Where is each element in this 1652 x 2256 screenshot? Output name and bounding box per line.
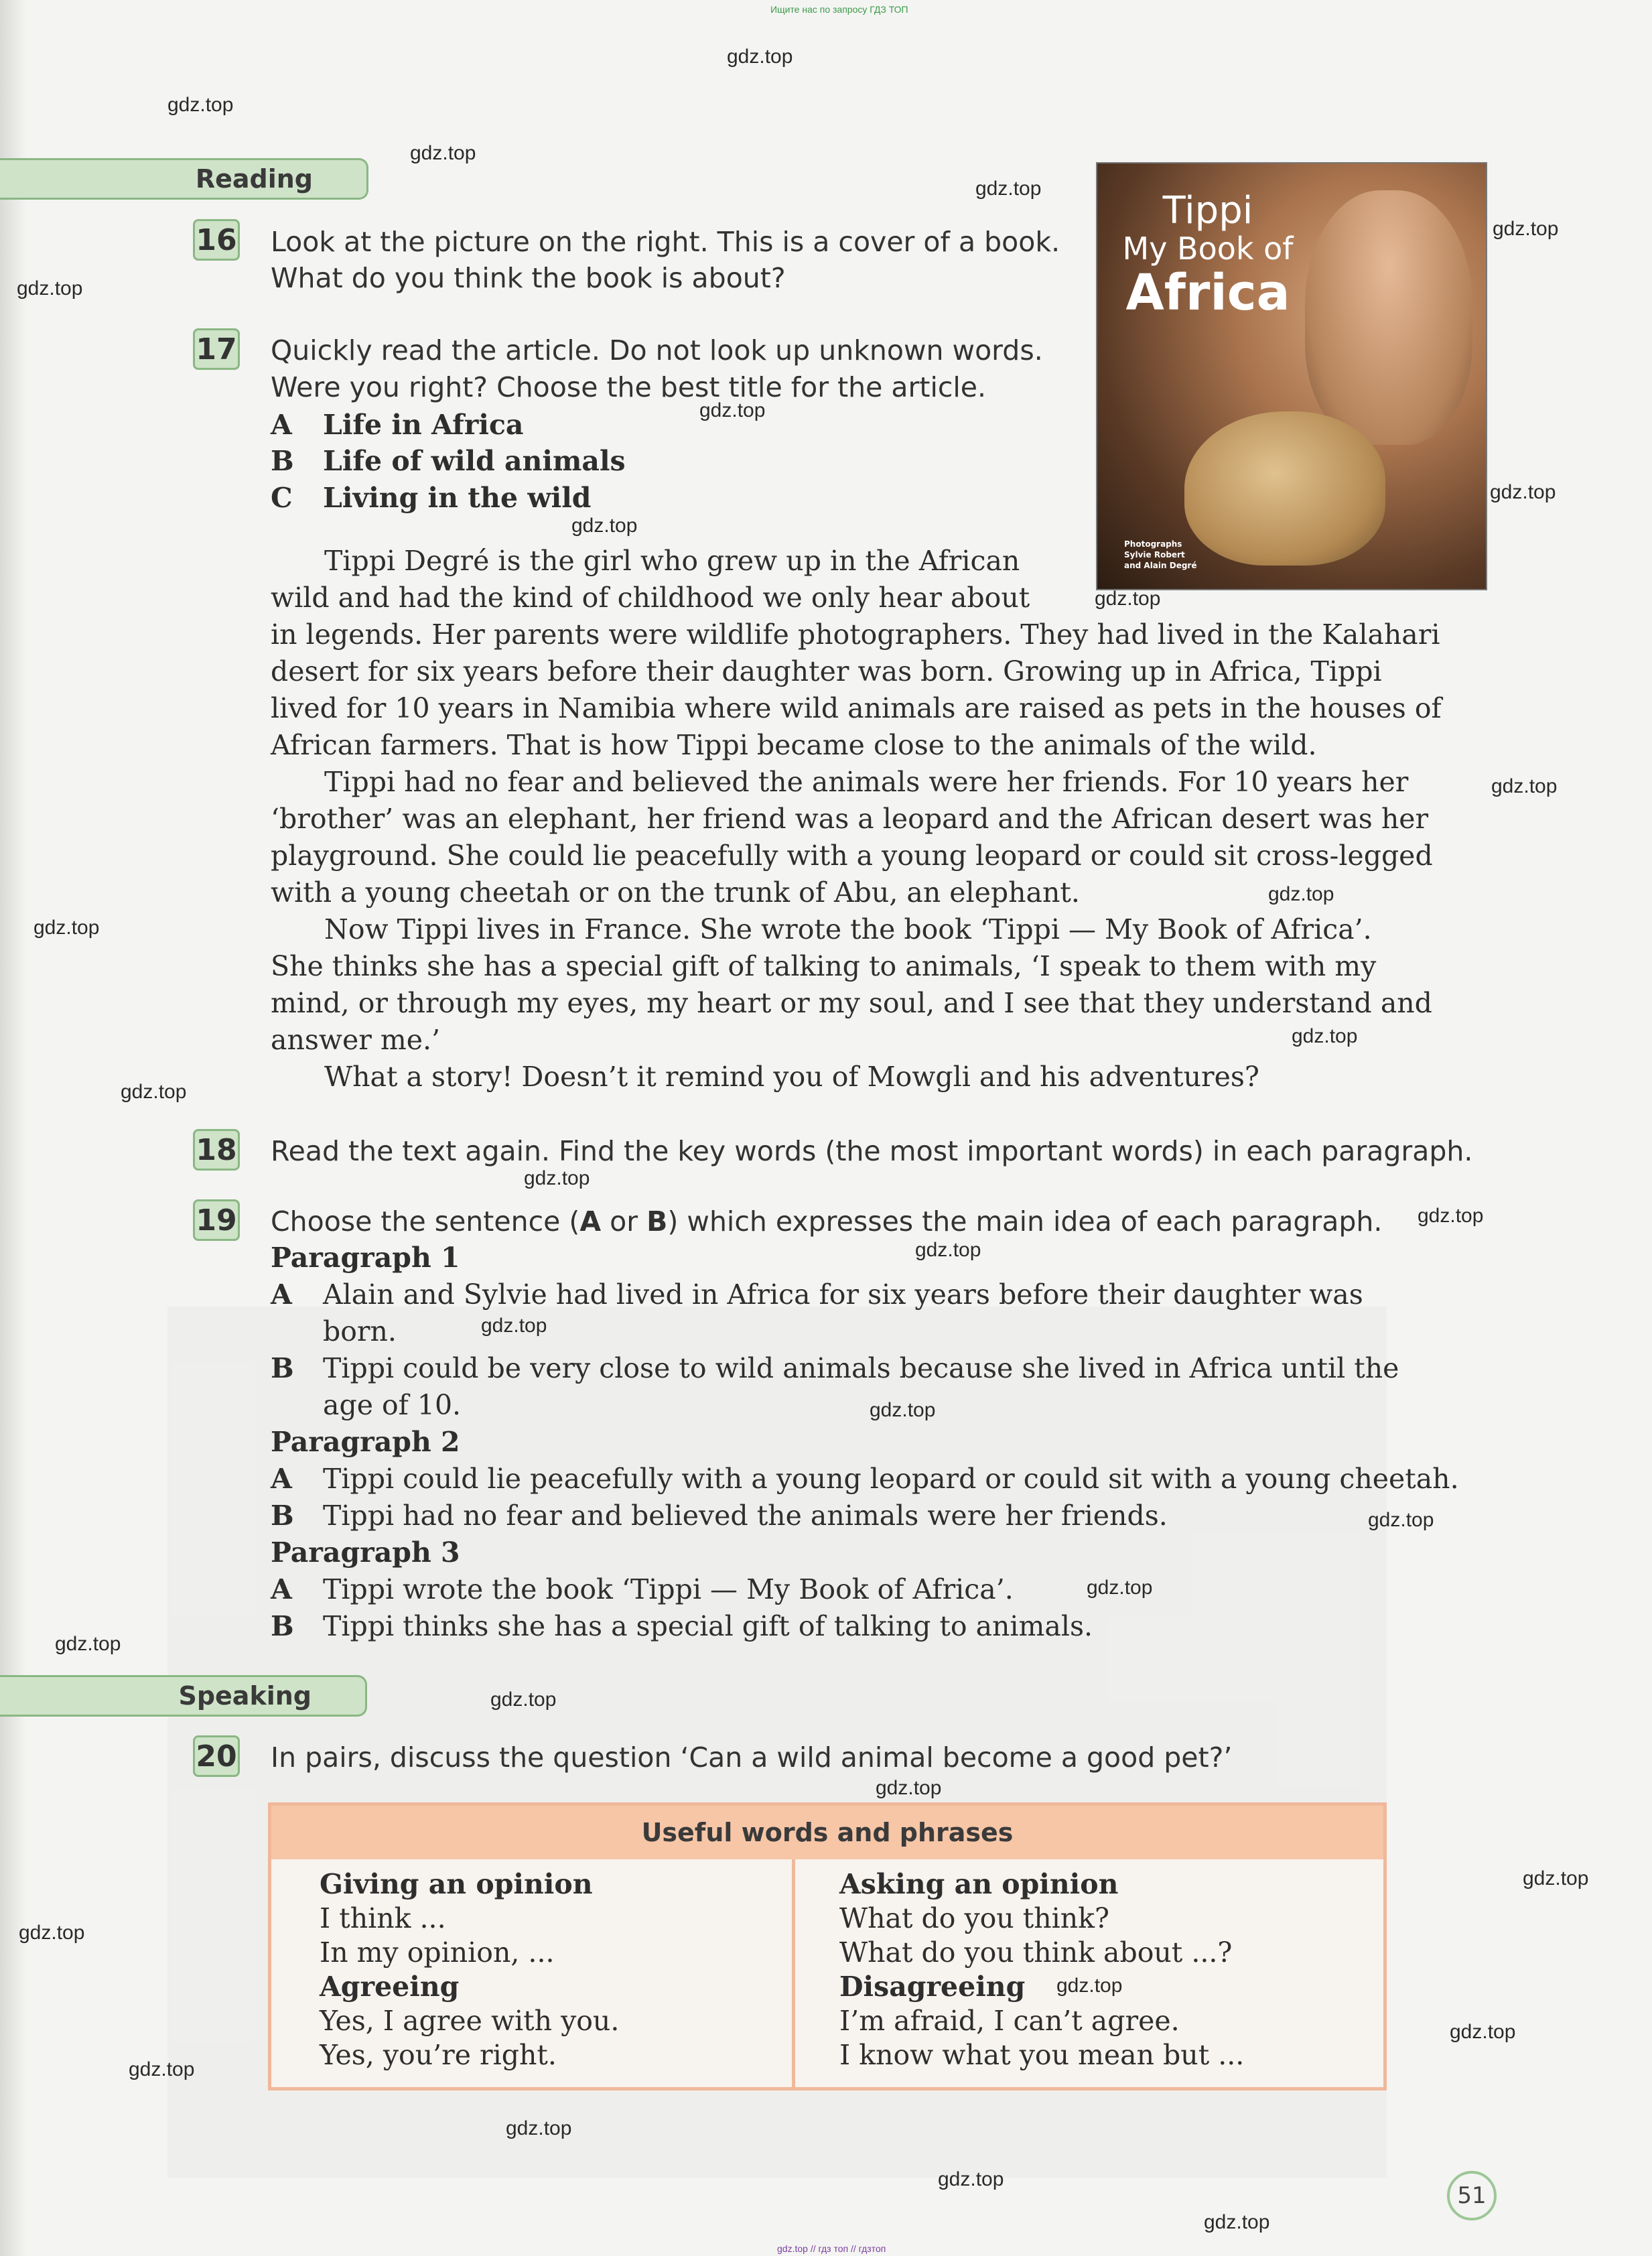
- phrases-right-column: [839, 1867, 1244, 2072]
- watermark: gdz.top: [481, 1315, 547, 1337]
- asking-opinion-heading: Asking an opinion: [839, 1868, 1119, 1900]
- ex17-option-b-text: Life of wild animals: [323, 445, 626, 477]
- article-p1-line-6: African farmers. That is how Tippi became close to the animals of the wild.: [271, 729, 1317, 761]
- cover-credit-line: Photographs: [1124, 539, 1182, 549]
- cover-title-line-3: Africa: [1125, 264, 1290, 322]
- watermark: gdz.top: [870, 1399, 936, 1421]
- exercise-19-number: 19: [193, 1199, 240, 1241]
- watermark: gdz.top: [55, 1633, 121, 1655]
- exercise-18-text: Read the text again. Find the key words (the most important words) in each paragraph.: [271, 1135, 1473, 1167]
- ex17-option-c-letter: C: [271, 482, 293, 514]
- article-p4: What a story! Doesn’t it remind you of Mowgli and his adventures?: [324, 1061, 1259, 1093]
- cover-girl-figure: [1305, 190, 1472, 445]
- article-p2-line-1: Tippi had no fear and believed the animals were her friends. For 10 years her: [324, 766, 1409, 798]
- exercise-16-number: 16: [193, 219, 240, 261]
- watermark: gdz.top: [1292, 1025, 1358, 1047]
- cover-title-line-2: My Book of: [1122, 230, 1294, 267]
- p1-option-b-line-1: Tippi could be very close to wild animals because she lived in Africa until the: [323, 1352, 1399, 1384]
- exercise-20-text: In pairs, discuss the question ‘Can a wild animal become a good pet?’: [271, 1741, 1233, 1774]
- article-p1-line-1: Tippi Degré is the girl who grew up in the African: [324, 545, 1020, 577]
- cover-credits: [1124, 539, 1197, 571]
- watermark: gdz.top: [727, 46, 793, 68]
- p3-option-a-letter: A: [271, 1573, 292, 1605]
- watermark: gdz.top: [33, 917, 100, 939]
- ex17-option-c-text: Living in the wild: [323, 482, 592, 514]
- watermark: gdz.top: [1056, 1975, 1123, 1997]
- paragraph-3-title: Paragraph 3: [271, 1536, 460, 1569]
- phrase-line: I think ...: [320, 1902, 446, 1934]
- watermark: gdz.top: [1523, 1867, 1589, 1889]
- exercise-19-text: [271, 1203, 1382, 1240]
- p1-option-a-line-1: Alain and Sylvie had lived in Africa for six years before their daughter was: [323, 1278, 1363, 1311]
- phrase-line: What do you think about ...?: [839, 1936, 1233, 1969]
- p3-option-a-line-1: Tippi wrote the book ‘Tippi — My Book of Africa’.: [323, 1573, 1014, 1605]
- watermark: gdz.top: [1450, 2021, 1516, 2043]
- phrase-line: I’m afraid, I can’t agree.: [839, 2005, 1180, 2037]
- phrase-line: In my opinion, ...: [320, 1936, 555, 1969]
- ex19-letter-b: B: [646, 1205, 668, 1238]
- watermark: gdz.top: [876, 1777, 942, 1799]
- exercise-17-number: 17: [193, 328, 240, 370]
- article-p3-line-1: Now Tippi lives in France. She wrote the book ‘Tippi — My Book of Africa’.: [324, 913, 1372, 945]
- watermark: gdz.top: [1087, 1577, 1153, 1599]
- ex17-option-a-letter: A: [271, 409, 292, 441]
- watermark: gdz.top: [1368, 1509, 1434, 1531]
- watermark: gdz.top: [1493, 218, 1559, 240]
- ex17-option-a-text: Life in Africa: [323, 409, 524, 441]
- ex19-text-part: Choose the sentence (: [271, 1205, 580, 1238]
- exercise-17-line-2: Were you right? Choose the best title for the article.: [271, 371, 987, 403]
- watermark: gdz.top: [699, 399, 766, 421]
- article-p3-line-2: She thinks she has a special gift of talking to animals, ‘I speak to them with my: [271, 950, 1377, 982]
- watermark: gdz.top: [1268, 883, 1334, 905]
- watermark: gdz.top: [19, 1922, 85, 1944]
- page-number: 51: [1447, 2171, 1497, 2220]
- phrase-line: Yes, you’re right.: [320, 2039, 557, 2071]
- ex19-text-part: or: [601, 1205, 647, 1238]
- article-p1-line-5: lived for 10 years in Namibia where wild animals are raised as pets in the houses of: [271, 692, 1442, 724]
- watermark: gdz.top: [571, 515, 638, 537]
- phrase-line: I know what you mean but ...: [839, 2039, 1245, 2071]
- ex17-option-b-letter: B: [271, 445, 294, 477]
- p1-option-a-letter: A: [271, 1278, 292, 1311]
- exercise-18-number: 18: [193, 1129, 240, 1171]
- exercise-17-line-1: Quickly read the article. Do not look up unknown words.: [271, 334, 1043, 367]
- watermark: gdz.top: [167, 94, 234, 116]
- ex19-letter-a: A: [579, 1205, 602, 1238]
- p2-option-b-letter: B: [271, 1500, 294, 1532]
- top-note: Ищите нас по запросу ГДЗ ТОП: [770, 4, 908, 15]
- article-p2-line-3: playground. She could lie peacefully with a young leopard or could sit cross-legged: [271, 840, 1433, 872]
- p3-option-b-letter: B: [271, 1610, 294, 1642]
- useful-phrases-box: [268, 1802, 1387, 2091]
- watermark: gdz.top: [129, 2058, 195, 2080]
- p1-option-b-line-2: age of 10.: [323, 1389, 462, 1421]
- p2-option-b-line-1: Tippi had no fear and believed the animals were her friends.: [323, 1500, 1168, 1532]
- article-p1-line-3: in legends. Her parents were wildlife photographers. They had lived in the Kalahari: [271, 618, 1440, 651]
- article-p3-line-4: answer me.’: [271, 1024, 441, 1056]
- reading-section-tab: Reading: [0, 158, 368, 200]
- page-edge-shadow: [0, 0, 27, 2256]
- watermark: gdz.top: [1204, 2211, 1270, 2233]
- paragraph-1-title: Paragraph 1: [271, 1242, 460, 1274]
- giving-opinion-heading: Giving an opinion: [320, 1868, 593, 1900]
- article-p1-line-4: desert for six years before their daughter was born. Growing up in Africa, Tippi: [271, 655, 1382, 687]
- cover-title-line-1: Tippi: [1162, 189, 1253, 233]
- watermark: gdz.top: [1491, 775, 1558, 797]
- cover-credit-line: and Alain Degré: [1124, 561, 1197, 570]
- article-p2-line-2: ‘brother’ was an elephant, her friend was a leopard and the African desert was her: [271, 803, 1429, 835]
- article-p1-line-2: wild and had the kind of childhood we only hear about: [271, 582, 1030, 614]
- watermark: gdz.top: [1418, 1205, 1484, 1227]
- exercise-20-number: 20: [193, 1735, 240, 1777]
- p2-option-a-line-1: Tippi could lie peacefully with a young leopard or could sit with a young cheetah.: [323, 1463, 1459, 1495]
- phrase-line: Yes, I agree with you.: [320, 2005, 620, 2037]
- article-p3-line-3: mind, or through my eyes, my heart or my soul, and I see that they understand and: [271, 987, 1432, 1019]
- watermark: gdz.top: [975, 178, 1042, 200]
- paragraph-2-title: Paragraph 2: [271, 1426, 460, 1458]
- watermark: gdz.top: [490, 1688, 557, 1711]
- watermark: gdz.top: [410, 142, 476, 164]
- ex19-text-part: ) which expresses the main idea of each paragraph.: [667, 1205, 1383, 1238]
- book-cover-image: [1096, 162, 1487, 590]
- watermark: gdz.top: [1095, 588, 1161, 610]
- exercise-16-line-2: What do you think the book is about?: [271, 262, 786, 294]
- watermark: gdz.top: [524, 1167, 590, 1189]
- exercise-16-line-1: Look at the picture on the right. This is a cover of a book.: [271, 226, 1060, 258]
- phrases-left-column: [320, 1867, 619, 2072]
- watermark: gdz.top: [121, 1081, 187, 1103]
- disagreeing-heading: Disagreeing: [839, 1971, 1026, 2003]
- useful-phrases-title: Useful words and phrases: [271, 1806, 1383, 1859]
- watermark: gdz.top: [938, 2168, 1004, 2190]
- watermark: gdz.top: [17, 277, 83, 300]
- p3-option-b-line-1: Tippi thinks she has a special gift of talking to animals.: [323, 1610, 1093, 1642]
- phrase-line: What do you think?: [839, 1902, 1109, 1934]
- watermark: gdz.top: [506, 2117, 572, 2139]
- phrases-divider: [792, 1859, 795, 2091]
- cover-lion-cub-figure: [1184, 411, 1385, 566]
- watermark: gdz.top: [915, 1239, 981, 1261]
- bottom-note: gdz.top // гдз топ // гдзтоп: [777, 2243, 886, 2254]
- p2-option-a-letter: A: [271, 1463, 292, 1495]
- p1-option-b-letter: B: [271, 1352, 294, 1384]
- p1-option-a-line-2: born.: [323, 1315, 397, 1347]
- cover-credit-line: Sylvie Robert: [1124, 550, 1185, 559]
- agreeing-heading: Agreeing: [320, 1971, 460, 2003]
- watermark: gdz.top: [1490, 481, 1556, 503]
- article-p2-line-4: with a young cheetah or on the trunk of Abu, an elephant.: [271, 876, 1080, 909]
- speaking-section-tab: Speaking: [0, 1675, 367, 1717]
